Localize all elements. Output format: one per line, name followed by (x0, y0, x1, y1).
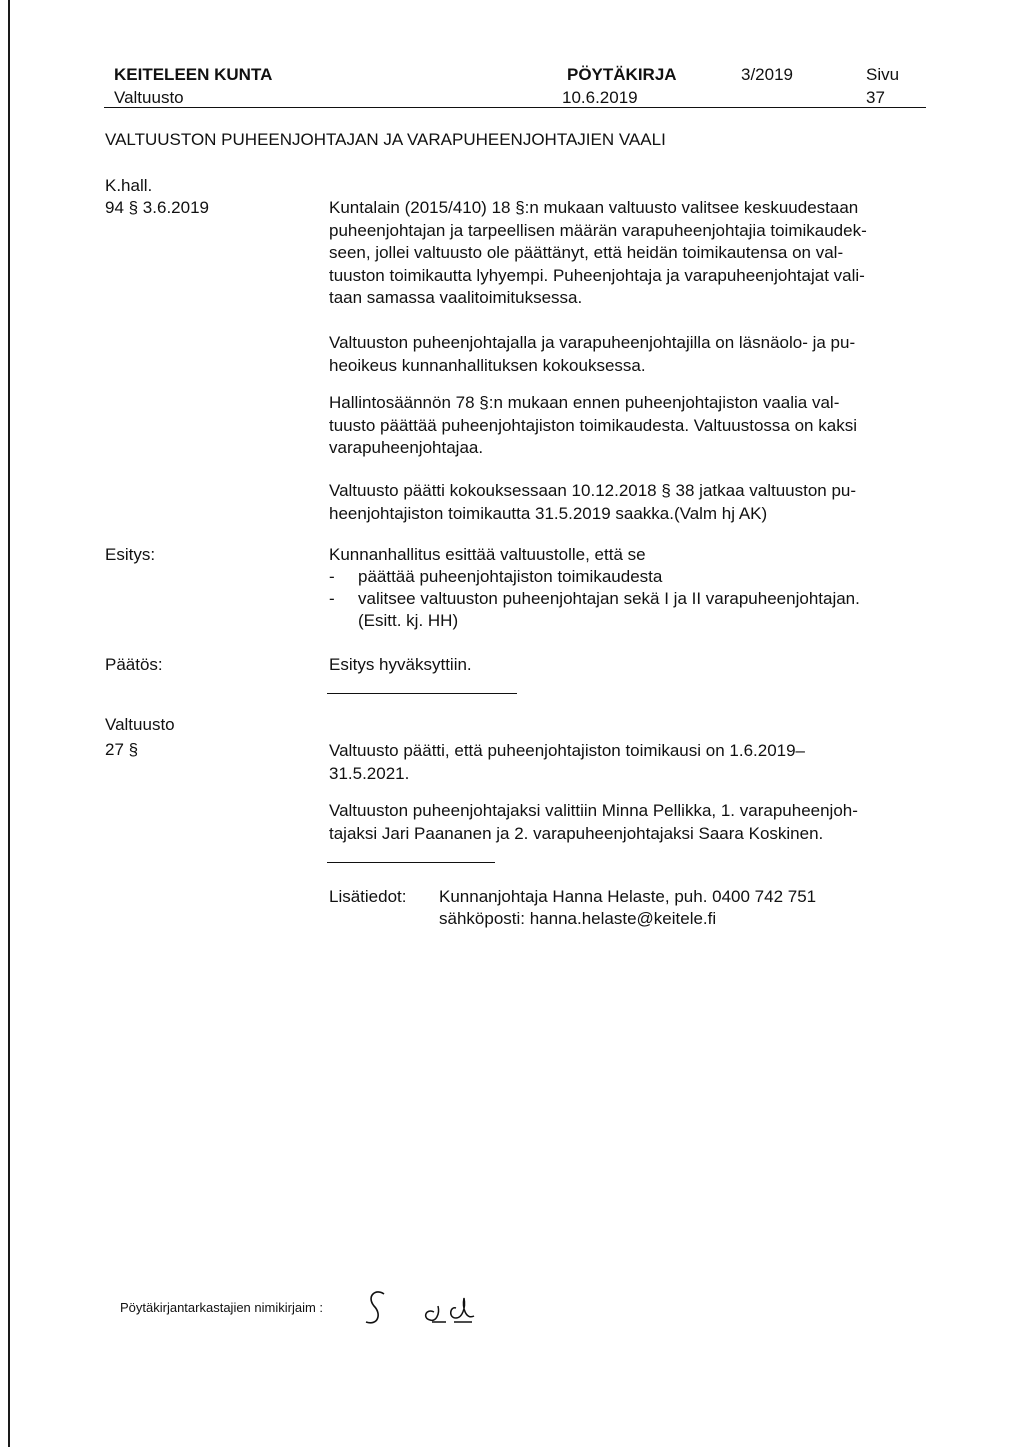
esitys-item-dash-2: - (329, 589, 335, 608)
section-title: VALTUUSTON PUHEENJOHTAJAN JA VARAPUHEENJOHTAJIEN VAALI (105, 130, 666, 149)
contact-name-phone: Kunnanjohtaja Hanna Helaste, puh. 0400 742 751 (439, 887, 817, 906)
khall-label: K.hall. (105, 176, 153, 195)
esitys-intro: Kunnanhallitus esittää valtuustolle, että se (329, 545, 646, 564)
contact-label: Lisätiedot: (329, 887, 407, 906)
khall-reference: 94 § 3.6.2019 (105, 198, 209, 217)
organ-name: Valtuusto (114, 88, 184, 107)
esitys-item-dash-1: - (329, 567, 335, 586)
signature-label: Pöytäkirjantarkastajien nimikirjaim : (120, 1300, 324, 1315)
initials-signature-image (362, 1278, 492, 1338)
meeting-date: 10.6.2019 (562, 88, 638, 107)
khall-paragraph-3: Hallintosäännön 78 §:n mukaan ennen puheenjohtajiston vaalia val- tuusto päättää puheenjohtajiston toimikaudesta. Valtuustossa on kaksi varapuheenjohtajaa. (329, 393, 857, 457)
khall-paragraph-1: Kuntalain (2015/410) 18 §:n mukaan valtuusto valitsee keskuudestaan puheenjohtajan ja tarpeellisen määrän varapuheenjohtajia toimikaudek- seen, jollei valtuusto ole päättänyt, että heidän toimikautensa on val- tuuston toimikautta lyhyempi. Puheenjohtaja ja varapuheenjohtajat vali- taan samassa vaalitoimituksessa. (329, 198, 867, 307)
paatos-text: Esitys hyväksyttiin. (329, 655, 472, 674)
esitys-item-1: päättää puheenjohtajiston toimikaudesta (358, 567, 663, 586)
paatos-label: Päätös: (105, 655, 163, 674)
esitys-item-2: valitsee valtuuston puheenjohtajan sekä I ja II varapuheenjohtajan. (358, 589, 860, 608)
valtuusto-paragraph-2: Valtuuston puheenjohtajaksi valittiin Minna Pellikka, 1. varapuheenjoh- tajaksi Jari Paananen ja 2. varapuheenjohtajaksi Saara Koskinen. (329, 801, 858, 843)
document-type: PÖYTÄKIRJA (567, 65, 677, 84)
document-number: 3/2019 (741, 65, 793, 84)
header-rule (104, 107, 926, 108)
valtuusto-reference: 27 § (105, 740, 139, 759)
valtuusto-paragraph-1: Valtuusto päätti, että puheenjohtajiston toimikausi on 1.6.2019– 31.5.2021. (329, 741, 806, 783)
khall-paragraph-2: Valtuuston puheenjohtajalla ja varapuheenjohtajilla on läsnäolo- ja pu- heoikeus kunnanhallituksen kokouksessa. (329, 333, 856, 375)
page-number: 37 (866, 88, 885, 107)
contact-email: sähköposti: hanna.helaste@keitele.fi (439, 909, 717, 928)
section-divider-1 (327, 693, 517, 694)
khall-paragraph-4: Valtuusto päätti kokouksessaan 10.12.2018 § 38 jatkaa valtuuston pu- heenjohtajiston toimikautta 31.5.2019 saakka.(Valm hj AK) (329, 481, 857, 523)
section-divider-2 (327, 862, 495, 863)
esitys-label: Esitys: (105, 545, 156, 564)
page-label: Sivu (866, 65, 900, 84)
valtuusto-label: Valtuusto (105, 715, 175, 734)
scan-edge (8, 0, 10, 1447)
esitys-author: (Esitt. kj. HH) (358, 611, 459, 630)
municipality-name: KEITELEEN KUNTA (114, 65, 273, 84)
